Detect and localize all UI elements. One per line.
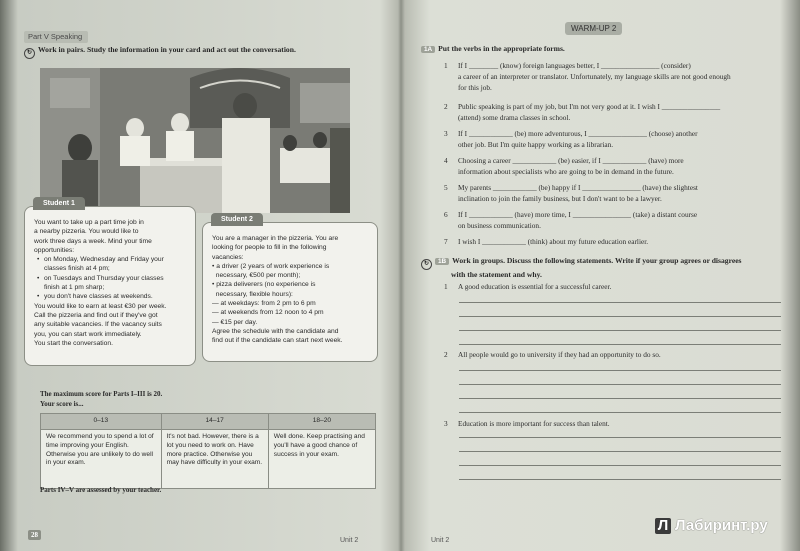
list-item: • on Tuesdays and Thursday your classes finish at 1 pm sharp;: [44, 274, 186, 293]
card-line: • a driver (2 years of work experience is necessary, €500 per month);: [212, 262, 330, 280]
group-work-icon: ↻: [421, 259, 432, 270]
card-line: — at weekdays: from 2 pm to 6 pm: [212, 300, 316, 308]
list-item: • on Monday, Wednesday and Friday your classes finish at 4 pm;: [44, 255, 186, 274]
card-line: Agree the schedule with the candidate and: [212, 327, 339, 335]
answer-line[interactable]: [459, 384, 781, 385]
card-line: work three days a week. Mind your time: [34, 237, 152, 245]
answer-line[interactable]: [459, 412, 781, 413]
instruction-text: Work in pairs. Study the information in your card and act out the conversation.: [38, 45, 296, 54]
score-table: [40, 413, 376, 489]
pizzeria-drawing: [40, 68, 350, 213]
student2-card: [202, 216, 378, 362]
score-header: 14–17: [161, 414, 268, 430]
score-label: Your score is...: [40, 400, 84, 408]
exercise-tag: 1B: [435, 258, 449, 265]
exercise-1a-instruction: 1A Put the verbs in the appropriate forms.: [421, 44, 565, 53]
warmup-title: WARM-UP 2: [565, 22, 622, 35]
card-line: You would like to earn at least €30 per week.: [34, 302, 167, 310]
score-header: 0–13: [41, 414, 162, 430]
labirint-logo-icon: Л: [655, 518, 671, 534]
answer-line[interactable]: [459, 398, 781, 399]
pair-work-icon: ↻: [24, 48, 35, 59]
student2-label: Student 2: [211, 213, 263, 226]
score-cell: Well done. Keep practising and you'll have a good chance of success in your exam.: [268, 430, 375, 489]
score-cell: We recommend you to spend a lot of time improving your English. Otherwise you are unlikely to do well in your exam.: [41, 430, 162, 489]
answer-line[interactable]: [459, 330, 781, 331]
card-line: looking for people to fill in the following: [212, 244, 327, 252]
section-header: Part V Speaking: [24, 31, 88, 43]
card-line: find out if the candidate can start next week.: [212, 337, 343, 345]
answer-line[interactable]: [459, 370, 781, 371]
answer-line[interactable]: [459, 344, 781, 345]
card-line: Call the pizzeria and find out if they've got: [34, 311, 158, 319]
unit-footer-right: Unit 2: [431, 537, 450, 544]
card-line: — €15 per day.: [212, 318, 258, 326]
card-line: you, you can start work immediately.: [34, 330, 142, 338]
card-line: vacancies:: [212, 253, 244, 261]
unit-footer-left: Unit 2: [340, 537, 359, 544]
list-item: • you don't have classes at weekends.: [44, 292, 186, 301]
card-line: opportunities:: [34, 246, 75, 254]
pizzeria-illustration: [40, 68, 350, 213]
assess-note: Parts IV–V are assessed by your teacher.: [40, 486, 162, 494]
student1-card: [24, 200, 196, 366]
answer-line[interactable]: [459, 465, 781, 466]
card-line: You are a manager in the pizzeria. You are: [212, 235, 339, 242]
time-list: [34, 255, 186, 301]
score-cell: It's not bad. However, there is a lot you need to work on. Have more practice. Otherwise you may have difficulty in your exam.: [161, 430, 268, 489]
card-line: a nearby pizzeria. You would like to: [34, 228, 139, 236]
labirint-watermark: Л Лабиринт.ру: [655, 517, 768, 534]
answer-line[interactable]: [459, 437, 781, 438]
speaking-instruction: [24, 45, 296, 59]
answer-line[interactable]: [459, 479, 781, 480]
card-line: any suitable vacancies. If the vacancy suits: [34, 321, 162, 329]
student1-label: Student 1: [33, 197, 85, 210]
right-page: WARM-UP 2 1A Put the verbs in the appropriate forms. 1 If I ________ (know) foreign languages better, I ________________ (consider) a career of an interpreter or translator. Unfortunately, my language skills are not good enough for this job. 2 Public speaking is part of my job, but I'm not very good at it. I wish I ________________ (attend) some drama classes in school. 3 If I ____________ (be) more adventurous, I ________________ (choose) another other job. But I'm quite happy working as a librarian. 4 Choosing a career ____________ (be) easier, if I ____________ (have) more information about specialists who are going to be in demand in the future. 5 My parents ____________ (be) happy if I ________________ (have) the slightest inclination to join the family business, but I don't want to be a lawyer. 6 If I ____________ (have) more time, I ________________ (take) a distant course on business communication. 7 I wish I ____________ (think) about my future education earlier. ↻ 1B Work in groups. Discuss the following statements. Write if your group agrees or disagrees with the statement and why. 1 A good education is essential for a successful career. 2 All people would go to university if they had an opportunity to do so. 3 Education is more important for success than talent. Unit 2: [403, 0, 800, 551]
score-title: The maximum score for Parts I–III is 20.: [40, 390, 163, 398]
card-line: — at weekends from 12 noon to 4 pm: [212, 309, 324, 317]
score-header: 18–20: [268, 414, 375, 430]
page-number: 28: [28, 530, 41, 540]
answer-line[interactable]: [459, 451, 781, 452]
answer-line[interactable]: [459, 316, 781, 317]
card-line: You start the conversation.: [34, 339, 113, 347]
exercise-tag: 1A: [421, 46, 435, 53]
answer-line[interactable]: [459, 302, 781, 303]
exercise-1b-instruction: ↻ 1B Work in groups. Discuss the following statements. Write if your group agrees or disagrees with the statement and why.: [421, 256, 742, 279]
card-line: You want to take up a part time job in: [34, 219, 144, 226]
card-line: • pizza deliverers (no experience is necessary, flexible hours):: [212, 281, 316, 298]
